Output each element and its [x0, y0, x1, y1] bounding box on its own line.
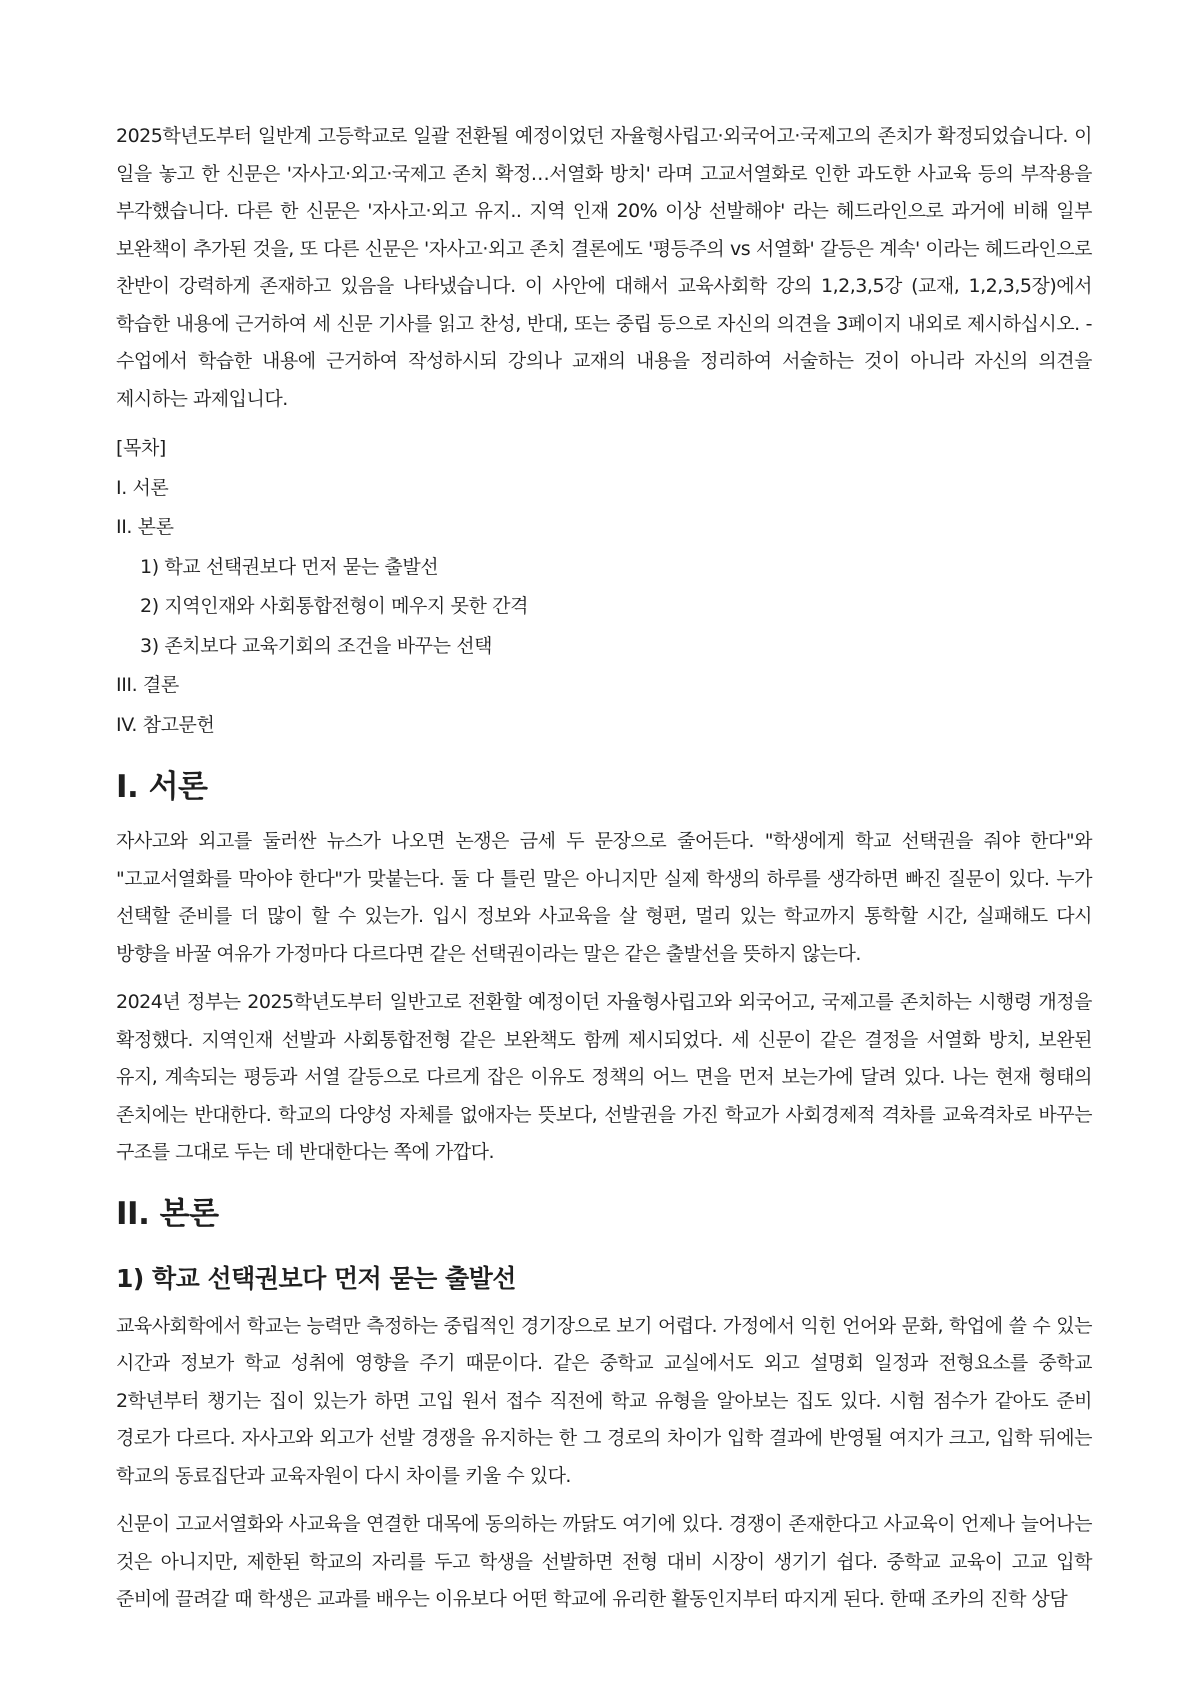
- toc-item-references: IV. 참고문헌: [116, 713, 215, 736]
- assignment-prompt: 2025학년도부터 일반계 고등학교로 일괄 전환될 예정이었던 자율형사립고·외국어고·국제고의 존치가 확정되었습니다. 이 일을 놓고 한 신문은 '자사고·외고·국제고 존치 확정…서열화 방치' 라며 고교서열화로 인한 과도한 사교육 등의 부작용을 부각했습니다. 다른 한 신문은 '자사고·외고 유지.. 지역 인재 20% 이상 선발해야' 라는 헤드라인으로 과거에 비해 일부 보완책이 추가된 것을, 또 다른 신문은 '자사고·외고 존치 결론에도 '평등주의 vs 서열화' 갈등은 계속' 이라는 헤드라인으로 찬반이 강력하게 존재하고 있음을 나타냈습니다. 이 사안에 대해서 교육사회학 강의 1,2,3,5강 (교재, 1,2,3,5장)에서 학습한 내용에 근거하여 세 신문 기사를 읽고 찬성, 반대, 또는 중립 등으로 자신의 의견을 3페이지 내외로 제시하십시오. - 수업에서 학습한 내용에 근거하여 작성하시되 강의나 교재의 내용을 정리하여 서술하는 것이 아니라 자신의 의견을 제시하는 과제입니다.: [116, 125, 1092, 410]
- body-1-paragraph-1: 교육사회학에서 학교는 능력만 측정하는 중립적인 경기장으로 보기 어렵다. 가정에서 익힌 언어와 문화, 학업에 쓸 수 있는 시간과 정보가 학교 성취에 영향을 주기 때문이다. 같은 중학교 교실에서도 외고 설명회 일정과 전형요소를 중학교 2학년부터 챙기는 집이 있는가 하면 고입 원서 접수 직전에 학교 유형을 알아보는 집도 있다. 시험 점수가 같아도 준비 경로가 다르다. 자사고와 외고가 선발 경쟁을 유지하는 한 그 경로의 차이가 입학 결과에 반영될 여지가 크고, 입학 뒤에는 학교의 동료집단과 교육자원이 다시 차이를 키울 수 있다.: [116, 1314, 1092, 1487]
- toc-item-body: II. 본론: [116, 516, 174, 538]
- section-heading-intro: I. 서론: [116, 769, 208, 805]
- toc-item-intro: I. 서론: [116, 476, 169, 499]
- toc-item-body-1: 1) 학교 선택권보다 먼저 묻는 출발선: [140, 555, 439, 578]
- body-1-paragraph-2: 신문이 고교서열화와 사교육을 연결한 대목에 동의하는 까닭도 여기에 있다. 경쟁이 존재한다고 사교육이 언제나 늘어나는 것은 아니지만, 제한된 학교의 자리를 두고 학생을 선발하면 전형 대비 시장이 생기기 쉽다. 중학교 교육이 고교 입학 준비에 끌려갈 때 학생은 교과를 배우는 이유보다 어떤 학교에 유리한 활동인지부터 따지게 된다. 한때 조카의 진학 상담: [116, 1513, 1092, 1610]
- section-heading-body: II. 본론: [116, 1195, 219, 1232]
- table-of-contents: [116, 429, 1092, 745]
- toc-heading: [목차]: [116, 437, 166, 459]
- subsection-heading-1: 1) 학교 선택권보다 먼저 묻는 출발선: [116, 1263, 516, 1293]
- toc-item-body-2: 2) 지역인재와 사회통합전형이 메우지 못한 간격: [140, 595, 529, 617]
- toc-item-conclusion: III. 결론: [116, 674, 179, 696]
- intro-paragraph-2: 2024년 정부는 2025학년도부터 일반고로 전환할 예정이던 자율형사립고와 외국어고, 국제고를 존치하는 시행령 개정을 확정했다. 지역인재 선발과 사회통합전형 같은 보완책도 함께 제시되었다. 세 신문이 같은 결정을 서열화 방치, 보완된 유지, 계속되는 평등과 서열 갈등으로 다르게 잡은 이유도 정책의 어느 면을 먼저 보는가에 달려 있다. 나는 현재 형태의 존치에는 반대한다. 학교의 다양성 자체를 없애자는 뜻보다, 선발권을 가진 학교가 사회경제적 격차를 교육격차로 바꾸는 구조를 그대로 두는 데 반대한다는 쪽에 가깝다.: [116, 991, 1092, 1163]
- intro-paragraph-1: 자사고와 외고를 둘러싼 뉴스가 나오면 논쟁은 금세 두 문장으로 줄어든다. "학생에게 학교 선택권을 줘야 한다"와 "고교서열화를 막아야 한다"가 맞붙는다. 둘 다 틀린 말은 아니지만 실제 학생의 하루를 생각하면 빠진 질문이 있다. 누가 선택할 준비를 더 많이 할 수 있는가. 입시 정보와 사교육을 살 형편, 멀리 있는 학교까지 통학할 시간, 실패해도 다시 방향을 바꿀 여유가 가정마다 다르다면 같은 선택권이라는 말은 같은 출발선을 뜻하지 않는다.: [116, 830, 1092, 965]
- toc-item-body-3: 3) 존치보다 교육기회의 조건을 바꾸는 선택: [140, 634, 493, 657]
